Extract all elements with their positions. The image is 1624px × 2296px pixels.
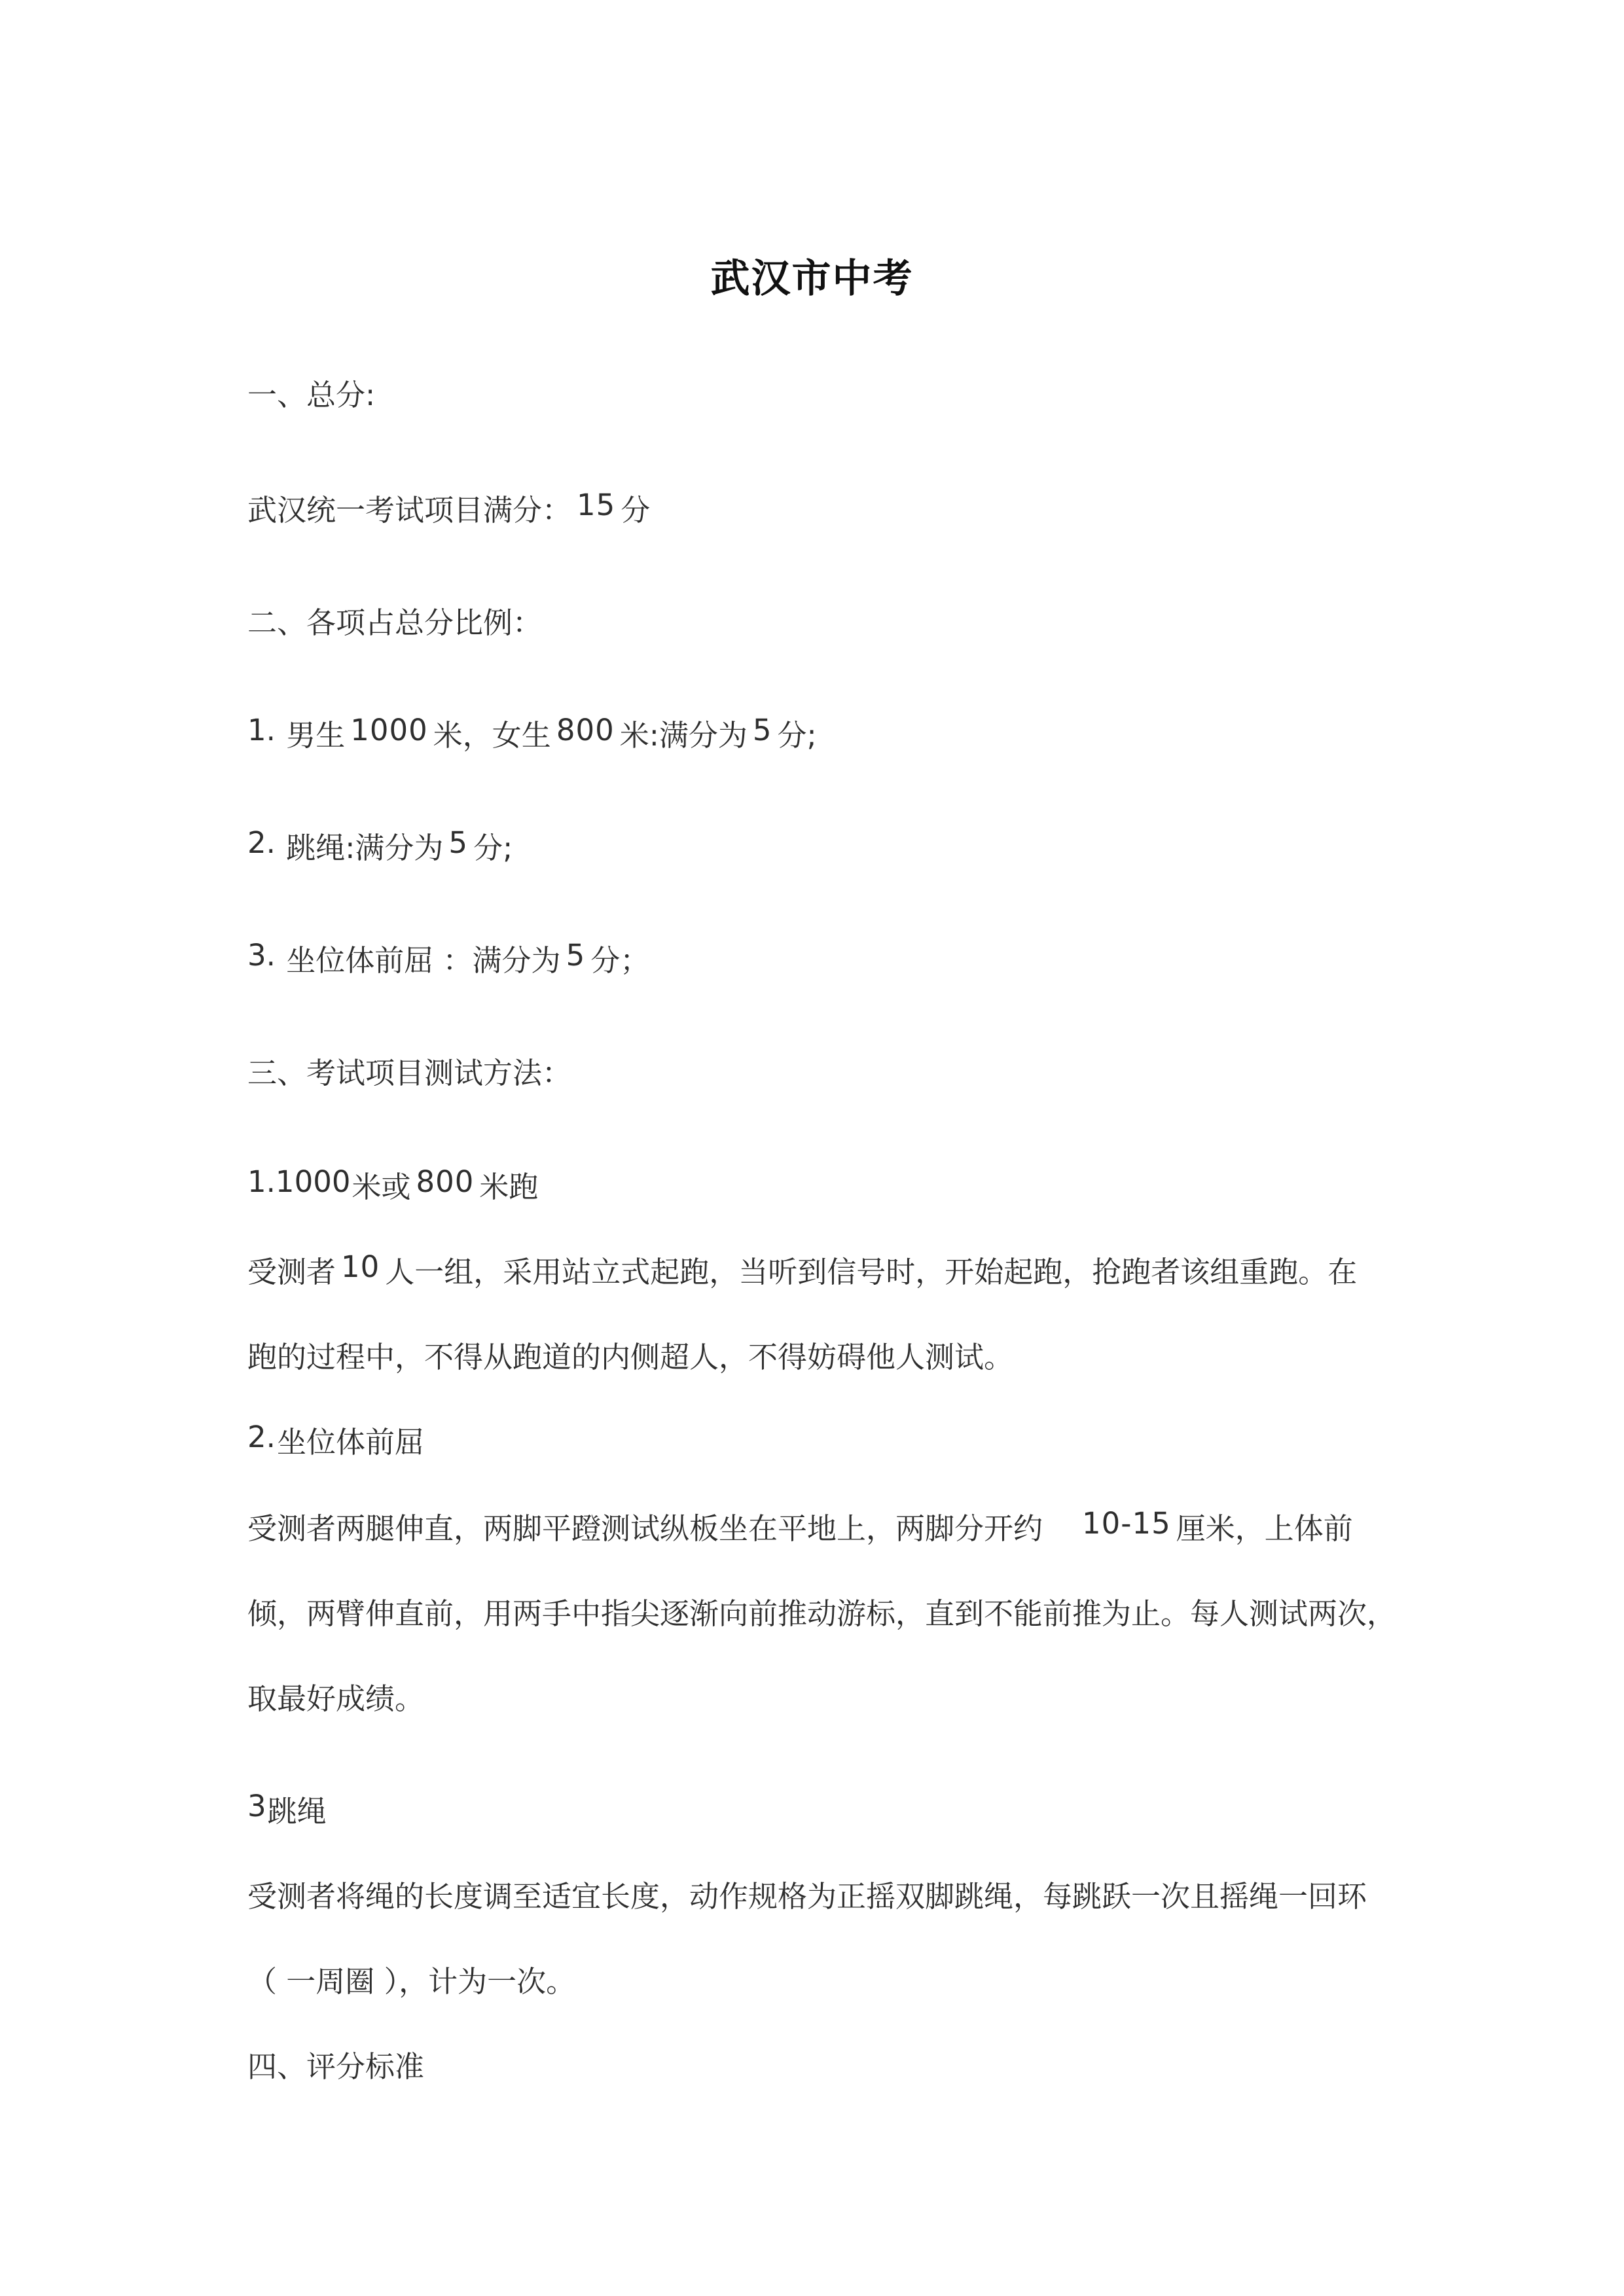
section-3-para-2-line-3: 取最好成绩。 [247, 1681, 425, 1716]
section-2-item-2 [247, 825, 513, 868]
item-index: 3. [247, 938, 276, 973]
para-text: 受测者两腿伸直，两脚平蹬测试纵板坐在平地上，两脚分开约 [247, 1511, 1043, 1546]
sub-number: 2. [247, 1420, 276, 1454]
sub-text: 坐位体前屈 [276, 1425, 424, 1460]
para-text: 人一组，采用站立式起跑，当听到信号时，开始起跑，抢跑者该组重跑。在 [385, 1255, 1358, 1289]
full-score-unit: 分 [621, 493, 651, 528]
item-text: 米:满分为 [619, 718, 748, 753]
sub-text: 米跑 [479, 1170, 539, 1204]
item-text: 米，女生 [433, 718, 551, 753]
item-number: 5 [448, 825, 469, 860]
section-3-para-2-line-2: 倾，两臂伸直前，用两手中指尖逐渐向前推动游标，直到不能前推为止。每人测试两次， [247, 1596, 1397, 1631]
item-index: 1. [247, 713, 276, 747]
full-score-number: 15 [577, 488, 616, 522]
item-number: 5 [752, 713, 772, 747]
section-2-heading: 二、各项占总分比例： [247, 605, 543, 640]
section-1-text: 武汉统一考试项目满分： [247, 493, 572, 528]
section-3-heading: 三、考试项目测试方法： [247, 1056, 572, 1090]
item-text: 男生 [286, 718, 346, 753]
section-3-para-2-line-1 [247, 1506, 1353, 1549]
item-text: 分; [777, 718, 817, 753]
item-number: 800 [556, 713, 615, 747]
sub-number: 1.1000 [247, 1164, 351, 1199]
para-number: 10-15 [1082, 1506, 1171, 1541]
section-3-sub-2 [247, 1420, 424, 1462]
sub-text: 米或 [352, 1170, 411, 1204]
section-3-para-1-line-1 [247, 1249, 1358, 1292]
section-3-sub-1 [247, 1164, 539, 1207]
section-2-item-1 [247, 713, 817, 755]
sub-text: 跳绳 [267, 1794, 327, 1829]
section-3-sub-3 [247, 1789, 327, 1831]
section-3-para-3-line-1: 受测者将绳的长度调至适宜长度，动作规格为正摇双脚跳绳，每跳跃一次且摇绳一回环 [247, 1879, 1367, 1914]
item-text: 分; [473, 831, 513, 865]
section-3-para-3-line-2: （ 一周圈 ），计为一次。 [247, 1964, 576, 1999]
section-1-heading: 一、总分: [247, 378, 376, 412]
para-text: 厘米，上体前 [1176, 1511, 1353, 1546]
para-number: 10 [341, 1249, 380, 1284]
sub-number: 800 [416, 1164, 475, 1199]
item-number: 5 [566, 938, 586, 973]
page-title: 武汉市中考 [710, 256, 914, 302]
section-4-heading: 四、评分标准 [247, 2049, 425, 2084]
item-text: 跳绳:满分为 [286, 831, 444, 865]
section-1-line [247, 488, 651, 530]
item-text: 坐位体前屈 ：满分为 [286, 943, 561, 978]
item-text: 分； [590, 943, 650, 978]
section-3-para-1-line-2: 跑的过程中，不得从跑道的内侧超人，不得妨碍他人测试。 [247, 1340, 1014, 1374]
item-index: 2. [247, 825, 276, 860]
section-2-item-3 [247, 938, 650, 980]
item-number: 1000 [350, 713, 428, 747]
sub-number: 3 [247, 1789, 266, 1823]
para-text: 受测者 [247, 1255, 336, 1289]
